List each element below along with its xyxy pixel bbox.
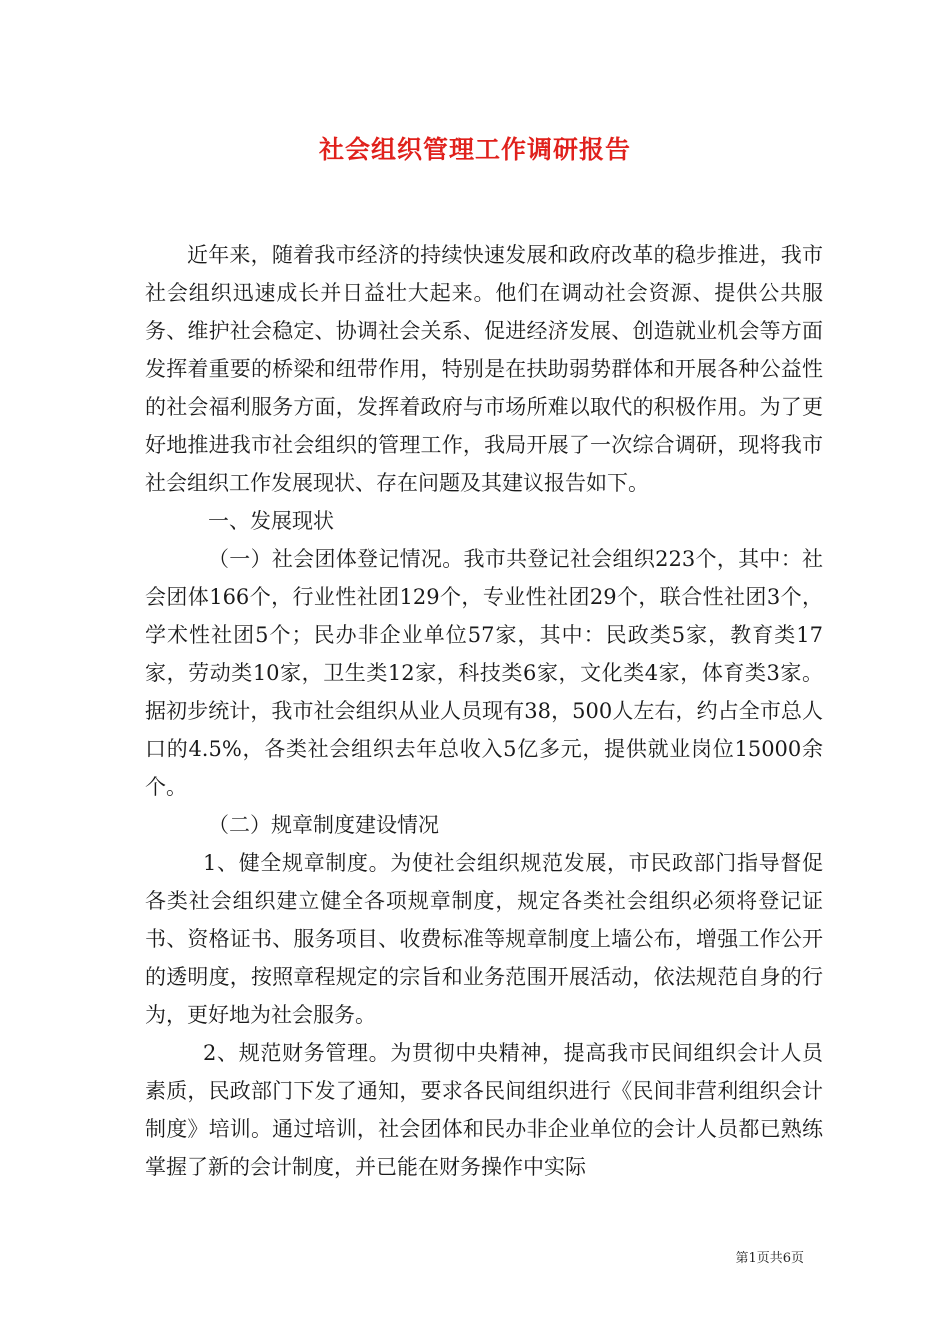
rules-item-paragraph: 1、健全规章制度。为使社会组织规范发展，市民政部门指导督促各类社会组织建立健全各项规章制度，规定各类社会组织必须将登记证书、资格证书、服务项目、收费标准等规章制度上墙公布，增强工作公开的透明度，按照章程规定的宗旨和业务范围开展活动，依法规范自身的行为，更好地为社会服务。 bbox=[145, 851, 823, 1027]
document-title: 社会组织管理工作调研报告 bbox=[318, 135, 631, 164]
intro-paragraph: 近年来，随着我市经济的持续快速发展和政府改革的稳步推进，我市社会组织迅速成长并日益壮大起来。他们在调动社会资源、提供公共服务、维护社会稳定、协调社会关系、促进经济发展、创造就业机会等方面发挥着重要的桥梁和纽带作用，特别是在扶助弱势群体和开展各种公益性的社会福利服务方面，发挥着政府与市场所难以取代的积极作用。为了更好地推进我市社会组织的管理工作，我局开展了一次综合调研，现将我市社会组织工作发展现状、存在问题及其建议报告如下。 bbox=[145, 243, 823, 495]
registration-paragraph: （一）社会团体登记情况。我市共登记社会组织223个，其中：社会团体166个，行业性社团129个，专业性社团29个，联合性社团3个，学术性社团5个；民办非企业单位57家，其中：民政类5家，教育类17家，劳动类10家，卫生类12家，科技类6家，文化类4家，体育类3家。据初步统计，我市社会组织从业人员现有38，500人左右，约占全市总人口的4.5%，各类社会组织去年总收入5亿多元，提供就业岗位15000余个。 bbox=[145, 547, 823, 799]
section-heading-status: 一、发展现状 bbox=[208, 509, 334, 533]
subsection-heading-rules: （二）规章制度建设情况 bbox=[208, 813, 439, 837]
finance-item-paragraph: 2、规范财务管理。为贯彻中央精神，提高我市民间组织会计人员素质，民政部门下发了通知，要求各民间组织进行《民间非营利组织会计制度》培训。通过培训，社会团体和民办非企业单位的会计人员都已熟练掌握了新的会计制度，并已能在财务操作中实际 bbox=[145, 1041, 823, 1179]
document-body bbox=[145, 236, 823, 1186]
page-number: 第1页共6页 bbox=[735, 1251, 804, 1266]
